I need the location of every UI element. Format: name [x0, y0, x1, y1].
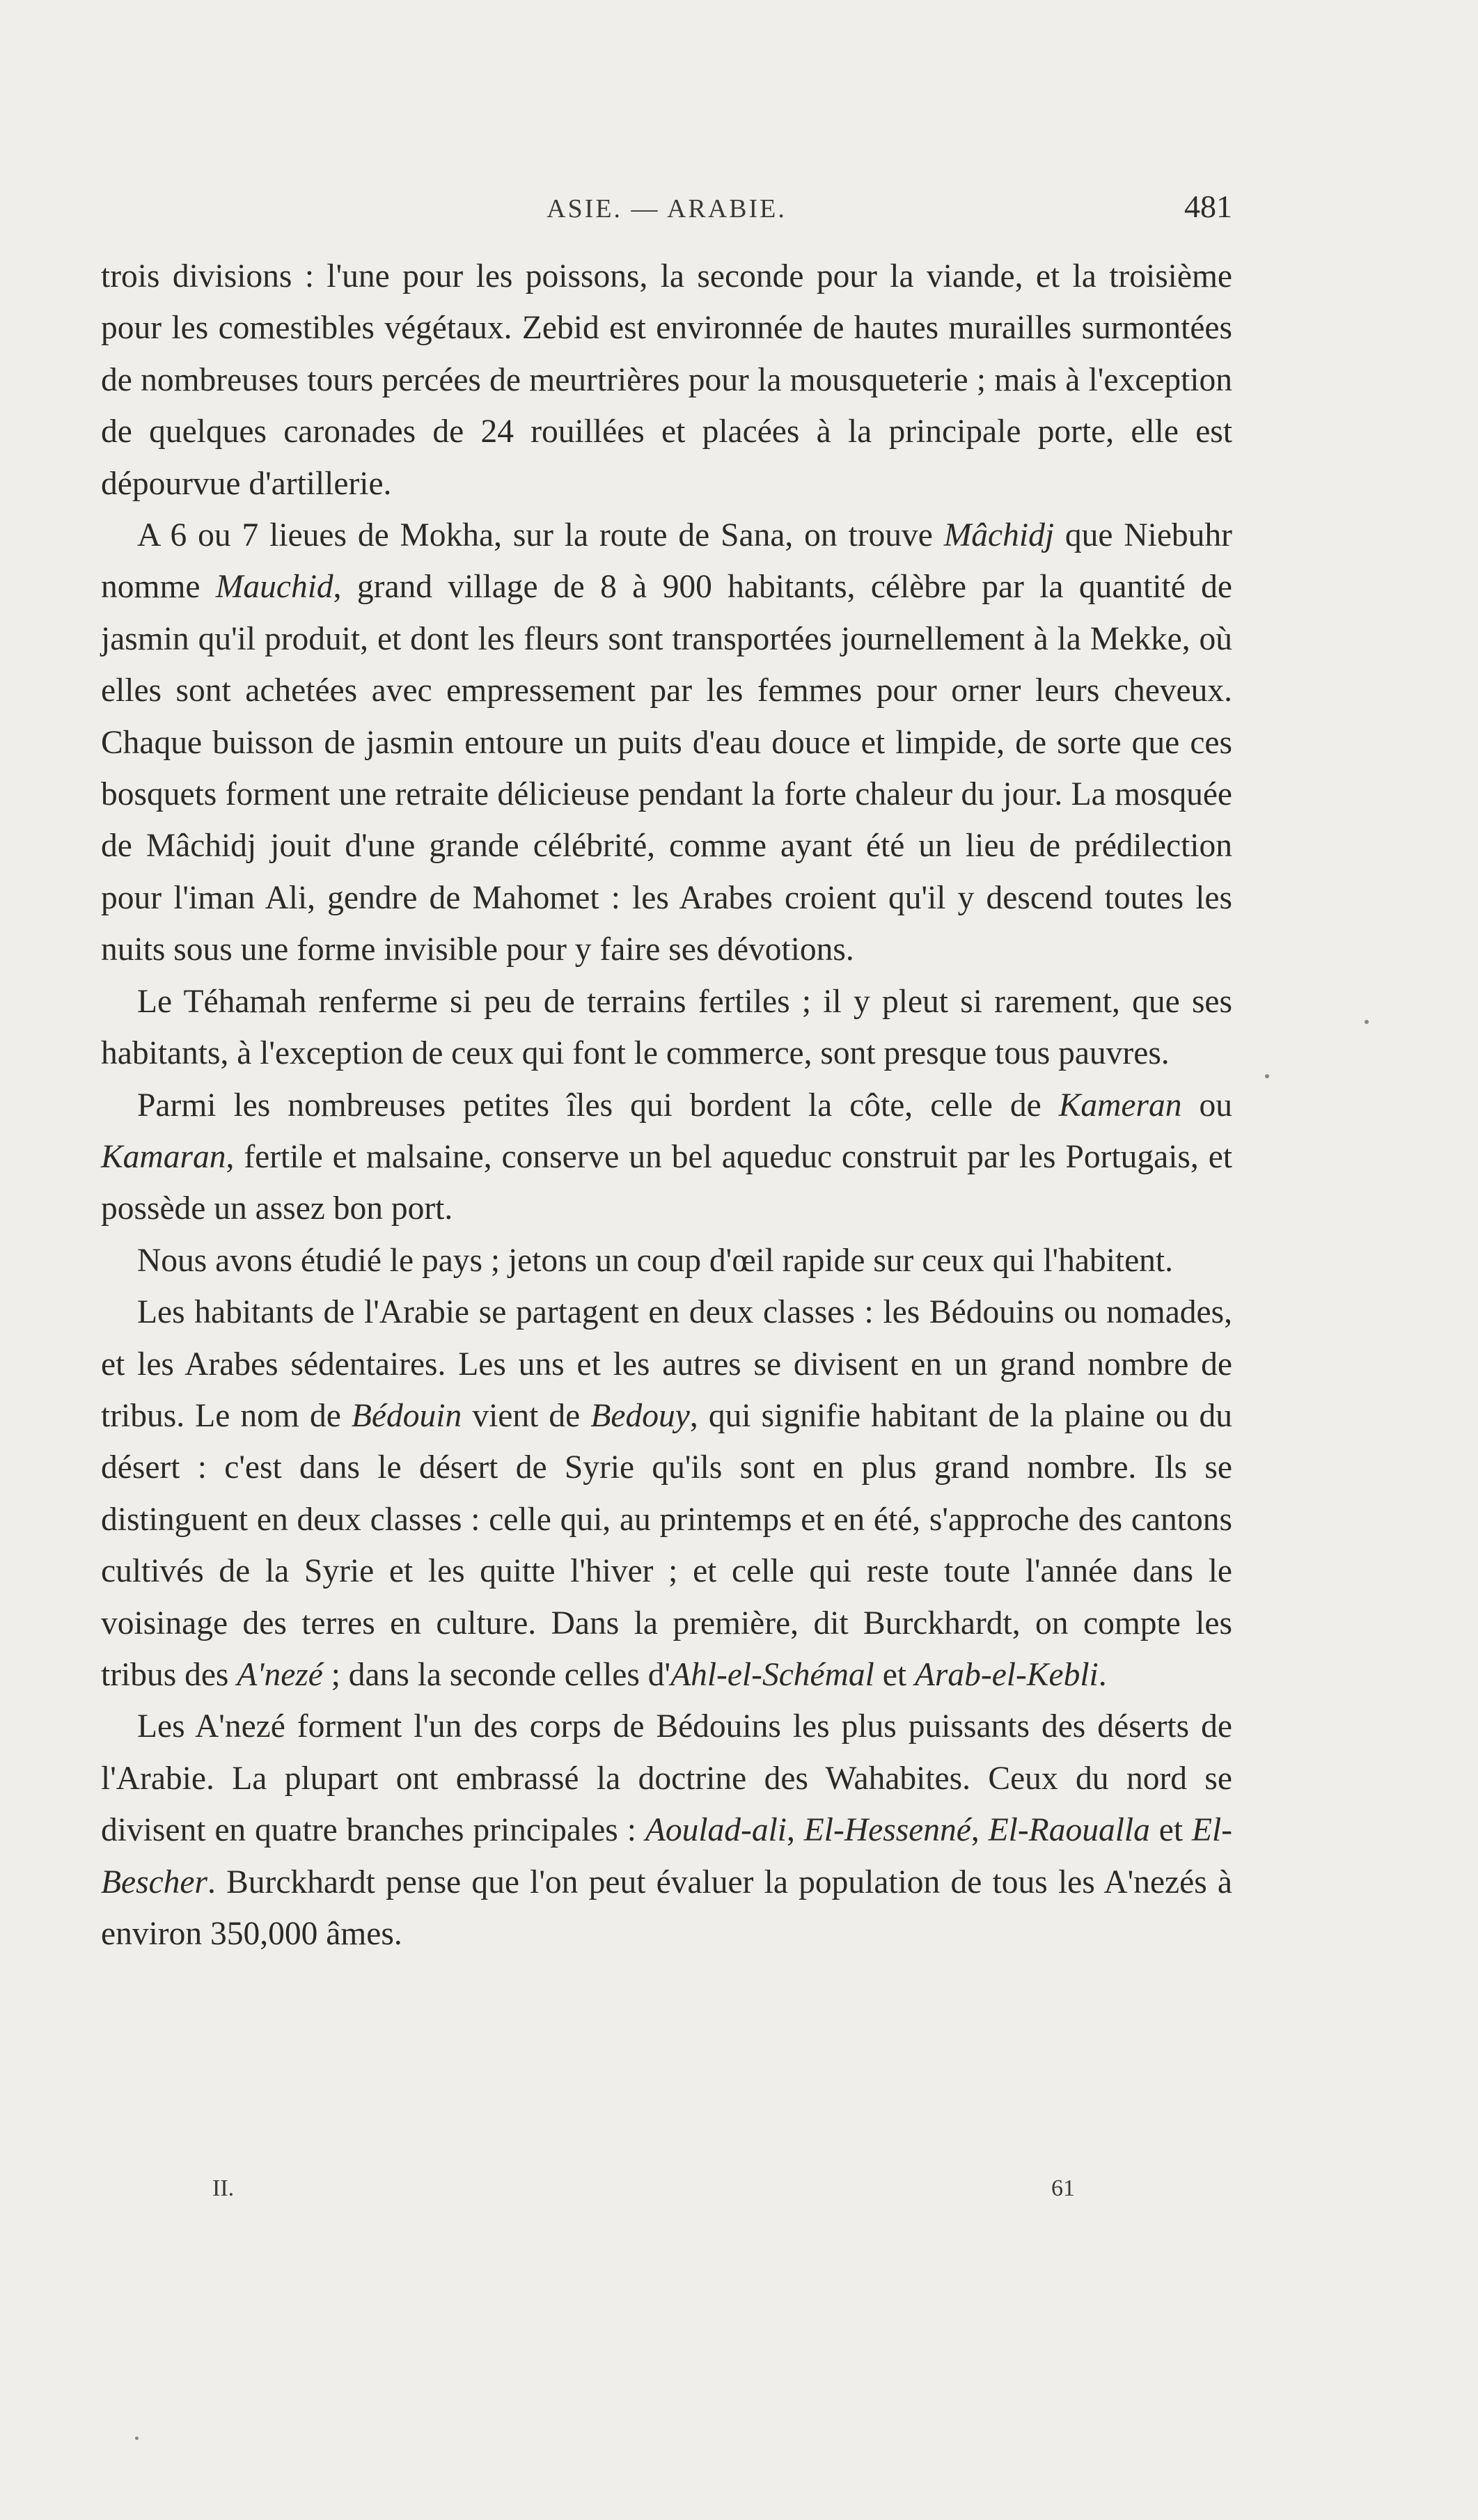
- italic-term: Mâchidj: [943, 517, 1055, 554]
- page-footer: [101, 2175, 1232, 2210]
- italic-term: Bédouin: [351, 1397, 462, 1434]
- text-run: ou: [1181, 1087, 1233, 1124]
- paragraph: [101, 1080, 1232, 1235]
- paragraph: [101, 510, 1232, 976]
- text-run: , grand village de 8 à 900 habitants, célèbre par la quantité de jasmin qu'il produit, et dont les fleurs sont transportées journellement à la Mekke, où elles sont achetées avec empressement par les femmes pour orner leurs cheveux. Chaque buisson de jasmin entoure un puits d'eau douce et limpide, de sorte que ces bosquets forment une retraite délicieuse pendant la forte chaleur du jour. La mosquée de Mâchidj jouit d'une grande célébrité, comme ayant été un lieu de prédilection pour l'iman Ali, gendre de Mahomet : les Arabes croient qu'il y descend toutes les nuits sous une forme invisible pour y faire ses dévotions.: [101, 569, 1232, 968]
- paper-speck: [135, 2436, 139, 2440]
- body-text: [101, 251, 1232, 1960]
- italic-term: Mauchid: [215, 569, 333, 606]
- text-run: trois divisions : l'une pour les poissons, la seconde pour la viande, et la troisième pour les comestibles végétaux. Zebid est environnée de hautes murailles surmontées de nombreuses tours percées de meurtrières pour la mousqueterie ; mais à l'exception de quelques caronades de 24 rouillées et placées à la principale porte, elle est dépourvue d'artillerie.: [101, 258, 1232, 502]
- paragraph: [101, 251, 1232, 510]
- italic-term: Bedouy: [590, 1397, 690, 1434]
- signature-mark: 61: [1051, 2175, 1075, 2201]
- paper-speck: [1265, 1074, 1269, 1078]
- text-run: que Niebuhr nomme: [101, 517, 1233, 606]
- text-run: Le Téhamah renferme si peu de terrains fertiles ; il y pleut si rarement, que ses habitants, à l'exception de ceux qui font le commerce, sont presque tous pauvres.: [101, 983, 1232, 1072]
- text-run: , fertile et malsaine, conserve un bel aqueduc construit par les Portugais, et possède un assez bon port.: [101, 1138, 1232, 1227]
- text-run: Les habitants de l'Arabie se partagent en deux classes : les Bédouins ou nomades, et les Arabes sédentaires. Les uns et les autres se divisent en un grand nombre de tribus. Le nom de: [101, 1294, 1232, 1434]
- text-run: A 6 ou 7 lieues de Mokha, sur la route de Sana, on trouve: [137, 517, 944, 554]
- paragraph: [101, 1235, 1232, 1286]
- text-run: Les A'nezé forment l'un des corps de Bédouins les plus puissants des déserts de l'Arabie. La plupart ont embrassé la doctrine des Wahabites. Ceux du nord se divisent en quatre branches principales :: [101, 1708, 1232, 1849]
- paragraph: [101, 1701, 1232, 1960]
- text-run: Parmi les nombreuses petites îles qui bordent la côte, celle de: [137, 1087, 1059, 1124]
- paper-speck: [1365, 1020, 1369, 1024]
- italic-term: Arab-el-Kebli: [914, 1656, 1099, 1693]
- text-run: vient de: [462, 1397, 591, 1434]
- text-run: et: [874, 1656, 915, 1693]
- italic-term: Ahl-el-Schémal: [670, 1656, 874, 1693]
- italic-term: El-Bescher: [101, 1812, 1233, 1900]
- text-run: et: [1149, 1812, 1192, 1849]
- italic-term: Aoulad-ali: [645, 1812, 787, 1849]
- text-run: Nous avons étudié le pays ; jetons un coup d'œil rapide sur ceux qui l'habitent.: [137, 1242, 1173, 1279]
- italic-term: El-Raoualla: [988, 1812, 1150, 1849]
- page-number: 481: [1184, 189, 1232, 224]
- text-run: ,: [787, 1812, 804, 1849]
- text-run: ; dans la seconde celles d': [322, 1656, 671, 1693]
- text-run: .: [1098, 1656, 1107, 1693]
- running-head-title: ASIE. — ARABIE.: [547, 194, 787, 223]
- italic-term: A'nezé: [237, 1656, 323, 1693]
- italic-term: Kamaran: [101, 1138, 226, 1175]
- text-run: . Burckhardt pense que l'on peut évaluer la population de tous les A'nezés à environ 350,000 âmes.: [101, 1864, 1232, 1952]
- italic-term: Kameran: [1058, 1087, 1182, 1124]
- paragraph: [101, 1286, 1232, 1701]
- italic-term: El-Hessenné: [803, 1812, 971, 1849]
- running-head: [101, 188, 1232, 230]
- volume-mark: II.: [212, 2175, 235, 2201]
- text-run: , qui signifie habitant de la plaine ou du désert : c'est dans le désert de Syrie qu'ils sont en plus grand nombre. Ils se distinguent en deux classes : celle qui, au printemps et en été, s'approche des cantons cultivés de la Syrie et les quitte l'hiver ; et celle qui reste toute l'année dans le voisinage des terres en culture. Dans la première, dit Burckhardt, on compte les tribus des: [101, 1397, 1232, 1693]
- text-run: ,: [970, 1812, 989, 1849]
- paragraph: [101, 976, 1232, 1080]
